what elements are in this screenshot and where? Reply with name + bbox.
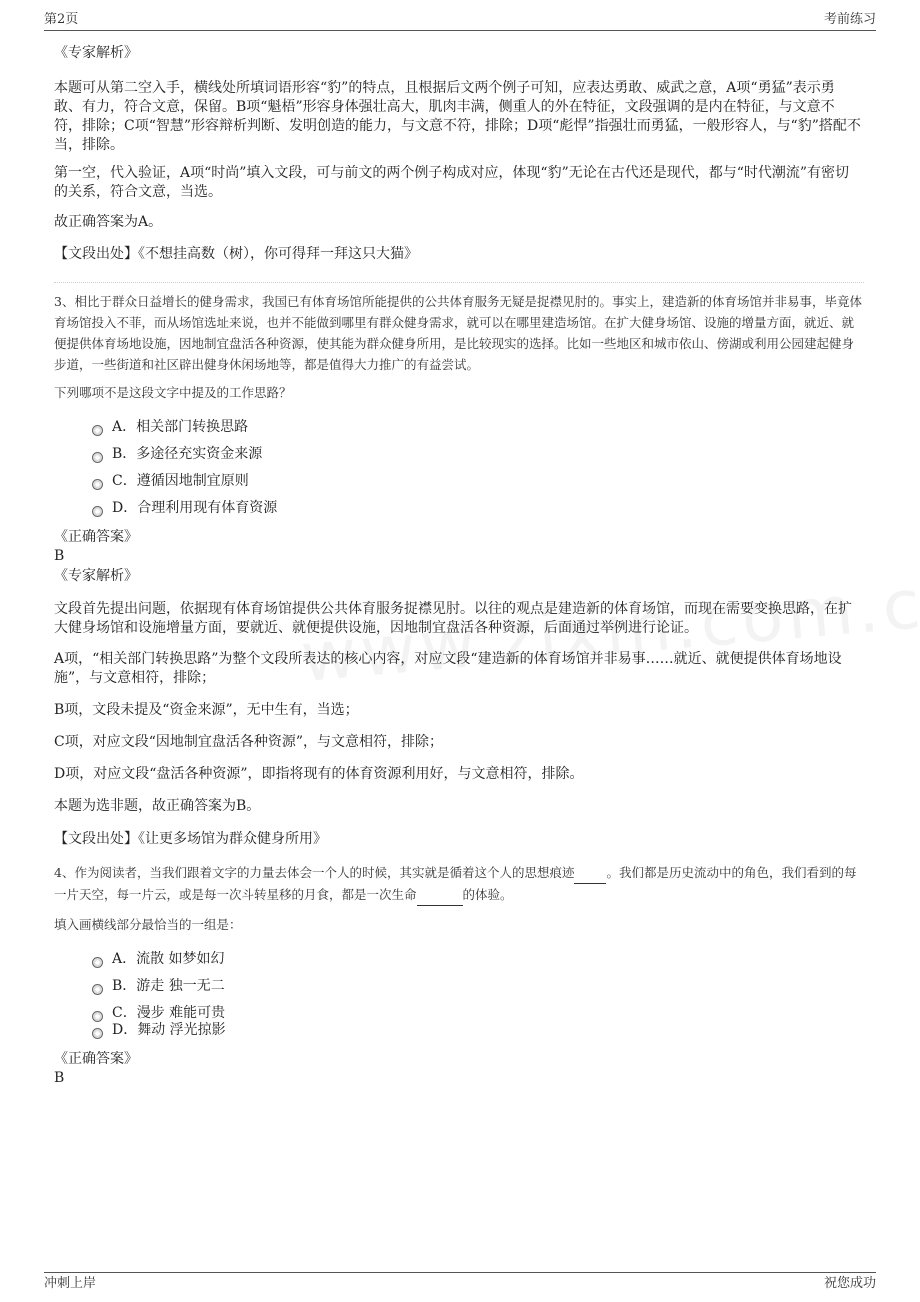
q3-analysis-title: 《专家解析》: [54, 568, 138, 584]
q4-stem-part2: 。我们都是历史流动中的角色，我们看到的每一片天空，每一片云，或是每一次斗转星移的月食，都是一次生命: [54, 865, 857, 902]
option-label: D．合理利用现有体育资源: [112, 500, 278, 516]
q4-answer-title: 《正确答案》: [54, 1051, 138, 1067]
divider: [54, 282, 864, 283]
q3-analysis-p4: C项，对应文段“因地制宜盘活各种资源”，与文意相符，排除；: [54, 734, 444, 750]
option-label: B．游走 独一无二: [112, 978, 225, 994]
radio-icon[interactable]: [92, 506, 103, 517]
blank-2: [417, 884, 463, 906]
option-label: A．流散 如梦如幻: [112, 951, 225, 967]
q4-stem-part1: 4、作为阅读者，当我们跟着文字的力量去体会一个人的时候，其实就是循着这个人的思想痕迹: [54, 865, 575, 880]
radio-icon[interactable]: [92, 984, 103, 995]
radio-icon[interactable]: [92, 479, 103, 490]
page-number: 第2页: [44, 12, 79, 27]
radio-icon[interactable]: [92, 1011, 103, 1022]
option-label: A．相关部门转换思路: [112, 419, 249, 435]
q2-analysis-p1: 本题可从第二空入手，横线处所填词语形容“豹”的特点，且根据后文两个例子可知，应表达勇敢、威武之意，A项“勇猛”表示勇敢、有力，符合文意，保留。B项“魁梧”形容身体强壮高大，肌肉丰满，侧重人的外在特征，文段强调的是内在特征，与文意不符，排除；C项“智慧”形容辩析判断、发明创造的能力，与文意不符，排除；D项“彪悍”指强壮而勇猛，一般形容人，与“豹”搭配不当，排除。: [54, 80, 861, 153]
footer-left: 冲刺上岸: [44, 1276, 97, 1291]
q3-answer-title: 《正确答案》: [54, 529, 138, 545]
option-label: D．舞动 浮光掠影: [112, 1022, 226, 1038]
q4-option-b[interactable]: [92, 977, 225, 995]
q2-analysis-p3: 故正确答案为A。: [54, 214, 163, 230]
q4-option-c[interactable]: [92, 1004, 225, 1022]
q3-analysis-p3: B项，文段未提及“资金来源”，无中生有，当选；: [54, 702, 359, 718]
page-header: [44, 12, 876, 31]
blank-1: [574, 862, 606, 884]
q3-option-b[interactable]: [92, 445, 262, 463]
q4-question: 填入画横线部分最恰当的一组是：: [54, 917, 242, 932]
q4-stem: [54, 862, 862, 906]
q4-option-d[interactable]: [92, 1021, 226, 1039]
radio-icon[interactable]: [92, 452, 103, 463]
q2-analysis-p2: 第一空，代入验证，A项“时尚”填入文段，可与前文的两个例子构成对应，体现“豹”无论在古代还是现代，都与“时代潮流”有密切的关系，符合文意，当选。: [54, 165, 850, 200]
q4-stem-part3: 的体验。: [462, 887, 513, 902]
radio-icon[interactable]: [92, 1028, 103, 1039]
q2-analysis-title: 《专家解析》: [54, 45, 138, 61]
q3-answer: B: [54, 548, 65, 564]
q3-question: 下列哪项不是这段文字中提及的工作思路？: [54, 385, 292, 400]
q3-source: 【文段出处】《让更多场馆为群众健身所用》: [54, 831, 327, 847]
radio-icon[interactable]: [92, 957, 103, 968]
q3-option-a[interactable]: [92, 418, 248, 436]
q3-option-c[interactable]: [92, 472, 249, 490]
q3-analysis-p1: 文段首先提出问题，依据现有体育场馆提供公共体育服务捉襟见肘。以往的观点是建造新的体育场馆，而现在需要变换思路，在扩大健身场馆和设施增量方面，要就近、就便提供设施，因地制宜盘活各种资源，后面通过举例进行论证。: [54, 601, 852, 636]
q2-source: 【文段出处】《不想挂高数（树），你可得拜一拜这只大猫》: [54, 246, 418, 262]
header-title: 考前练习: [823, 12, 876, 27]
footer-right: 祝您成功: [823, 1276, 876, 1291]
q3-analysis-p6: 本题为选非题，故正确答案为B。: [54, 798, 261, 814]
option-label: C．漫步 难能可贵: [112, 1005, 226, 1021]
option-label: C．遵循因地制宜原则: [112, 473, 249, 489]
q4-option-a[interactable]: [92, 950, 225, 968]
radio-icon[interactable]: [92, 425, 103, 436]
q3-option-d[interactable]: [92, 499, 277, 517]
q3-analysis-p5: D项，对应文段“盘活各种资源”，即指将现有的体育资源利用好，与文意相符，排除。: [54, 766, 584, 782]
q3-analysis-p2: A项，“相关部门转换思路”为整个文段所表达的核心内容，对应文段“建造新的体育场馆并非易事……就近、就便提供体育场地设施”，与文意相符，排除；: [54, 651, 842, 686]
q4-answer: B: [54, 1070, 65, 1086]
page-footer: [44, 1272, 876, 1292]
q3-stem: 3、相比于群众日益增长的健身需求，我国已有体育场馆所能提供的公共体育服务无疑是捉襟见肘的。事实上，建造新的体育场馆并非易事，毕竟体育场馆投入不菲，而从场馆选址来说，也并不能做到哪里有群众健身需求，就可以在哪里建造场馆。在扩大健身场馆、设施的增量方面，就近、就便提供体育场地设施，因地制宜盘活各种资源，使其能为群众健身所用，是比较现实的选择。比如一些地区和城市依山、傍湖或利用公园建起健身步道，一些街道和社区辟出健身休闲场地等，都是值得大力推广的有益尝试。: [54, 294, 862, 372]
option-label: B．多途径充实资金来源: [112, 446, 263, 462]
